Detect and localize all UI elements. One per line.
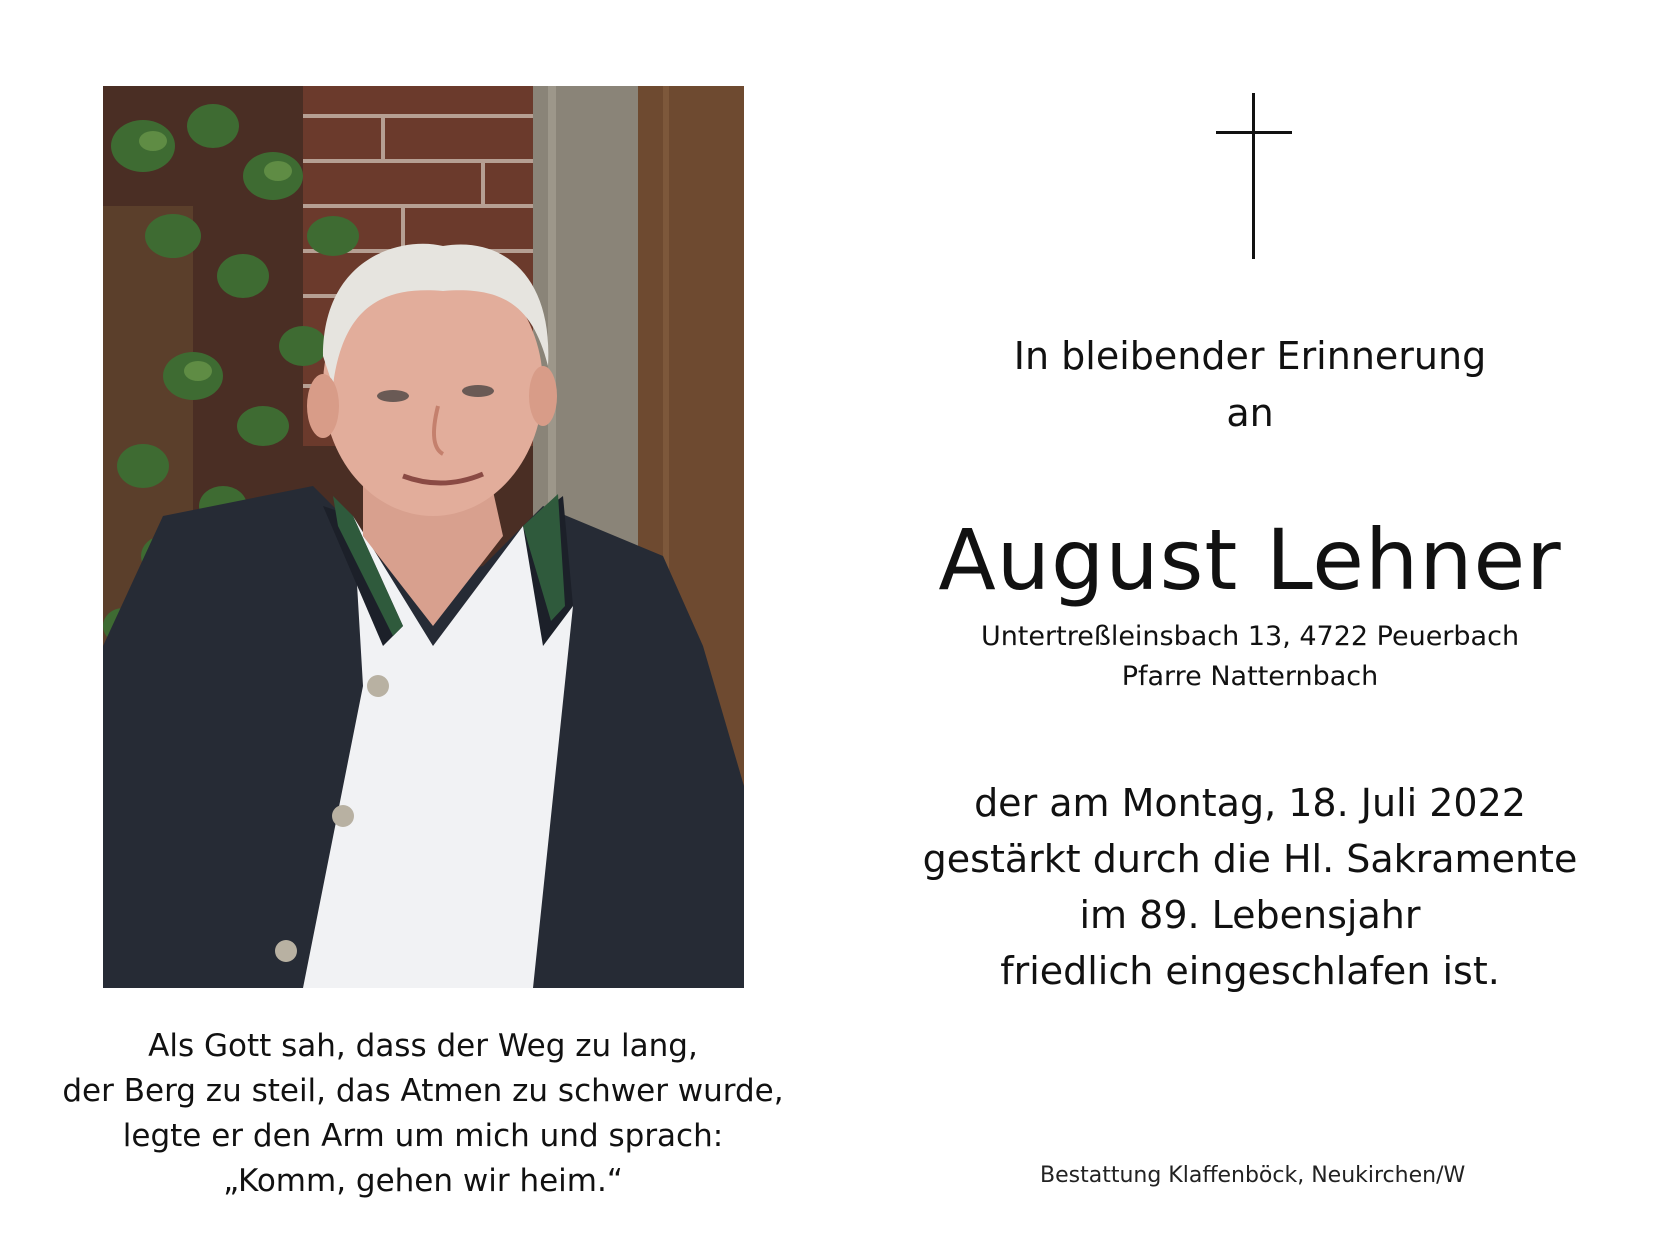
poem-line: „Komm, gehen wir heim.“ (223, 1163, 623, 1199)
poem-line: legte er den Arm um mich und sprach: (122, 1118, 724, 1154)
poem-line: der Berg zu steil, das Atmen zu schwer wurde, (62, 1073, 784, 1109)
death-line-4: friedlich eingeschlafen ist. (1000, 949, 1500, 993)
undertaker-credit: Bestattung Klaffenböck, Neukirchen/W (1040, 1163, 1466, 1188)
deceased-name: August Lehner (938, 511, 1562, 609)
deceased-details (880, 617, 1620, 697)
death-line-2: gestärkt durch die Hl. Sakramente (922, 837, 1578, 881)
death-line-3: im 89. Lebensjahr (1079, 893, 1421, 937)
portrait-image (103, 86, 744, 988)
death-line-1: der am Montag, 18. Juli 2022 (974, 781, 1526, 825)
portrait-photo (103, 86, 744, 988)
poem-line: Als Gott sah, dass der Weg zu lang, (148, 1028, 698, 1064)
deceased-parish: Pfarre Natternbach (1121, 661, 1379, 692)
deceased-address: Untertreßleinsbach 13, 4722 Peuerbach (980, 621, 1520, 652)
poem (20, 1024, 826, 1204)
memory-line-1: In bleibender Erinnerung (1013, 334, 1487, 378)
memory-line-2: an (1226, 391, 1274, 435)
death-notice (880, 775, 1620, 999)
cross-icon (1216, 93, 1292, 259)
memory-heading (880, 328, 1620, 442)
